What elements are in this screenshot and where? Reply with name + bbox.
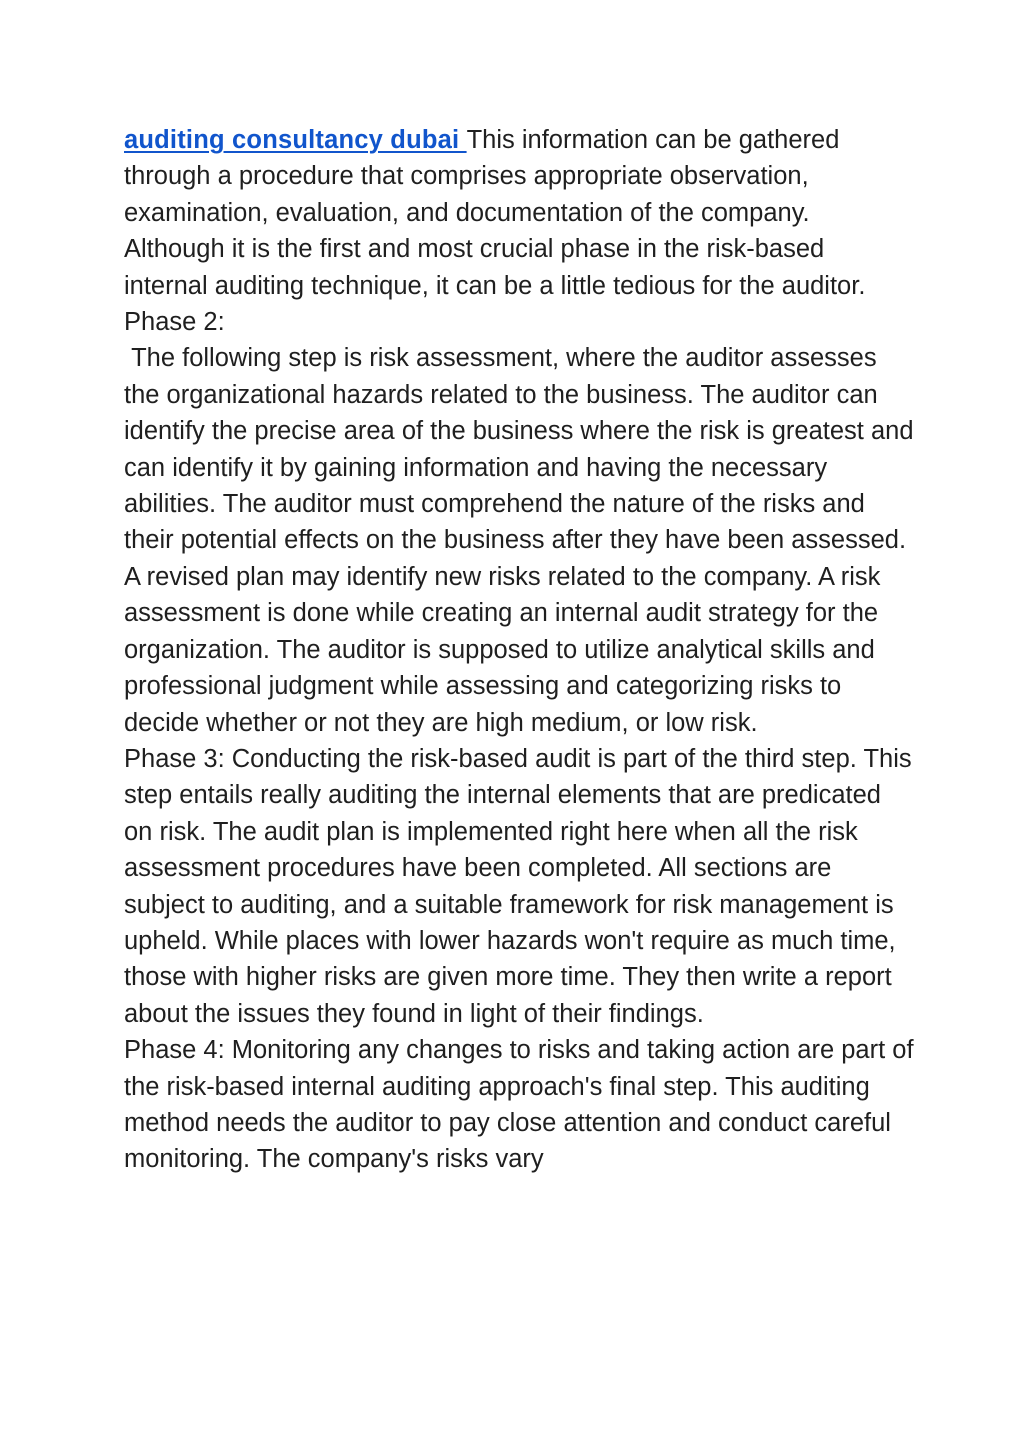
phase3-paragraph: Phase 3: Conducting the risk-based audit is part of the third step. This step entails really auditing the internal elements that are predicated on risk. The audit plan is implemented right here when all the risk assessment procedures have been completed. All sections are subject to auditing, and a suitable framework for risk management is upheld. While places with lower hazards won't require as much time, those with higher risks are given more time. They then write a report about the issues they found in light of their findings. <box>124 744 919 1028</box>
intro-paragraph <box>124 122 914 304</box>
phase4-paragraph: Phase 4: Monitoring any changes to risks and taking action are part of the risk-based internal auditing approach's final step. This auditing method needs the auditor to pay close attention and conduct careful monitoring. The company's risks vary <box>124 1036 921 1174</box>
document-body <box>124 122 921 1178</box>
auditing-consultancy-link[interactable]: auditing consultancy dubai <box>124 126 467 154</box>
phase2-paragraph: The following step is risk assessment, where the auditor assesses the organizational hazards related to the business. The auditor can identify the precise area of the business where the risk is greatest and can identify it by gaining information and having the necessary abilities. The auditor must comprehend the nature of the risks and their potential effects on the business after they have been assessed. A revised plan may identify new risks related to the company. A risk assessment is done while creating an internal audit strategy for the organization. The auditor is supposed to utilize analytical skills and professional judgment while assessing and categorizing risks to decide whether or not they are high medium, or low risk. <box>124 344 921 737</box>
phase2-heading: Phase 2: <box>124 308 225 337</box>
intro-text: This information can be gathered through a procedure that comprises appropriate observation, examination, evaluation, and documentation of the company. Although it is the first and most crucial phase in the risk-based internal auditing technique, it can be a little tedious for the auditor. <box>124 126 866 300</box>
